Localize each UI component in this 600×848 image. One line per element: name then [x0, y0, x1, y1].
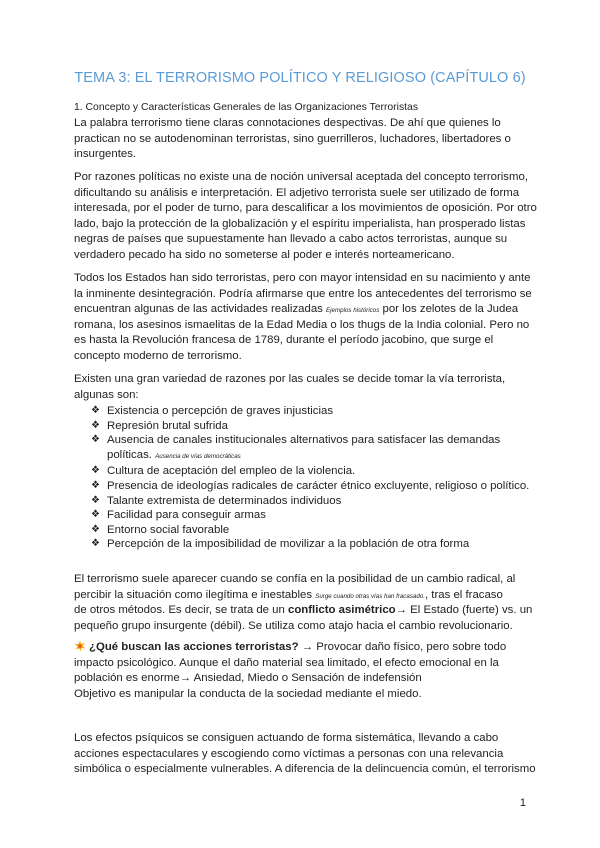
inline-text: por los zelotes de la Judea: [382, 303, 519, 316]
diamond-bullet-icon: ❖: [91, 465, 100, 477]
paragraph-line: Objetivo es manipular la conducta de la sociedad mediante el miedo.: [74, 687, 422, 700]
diamond-bullet-icon: ❖: [91, 523, 100, 535]
paragraph-line: algunas son:: [74, 388, 139, 401]
list-item: ❖ Presencia de ideologías radicales de carácter étnico excluyente, religioso o político.: [91, 479, 530, 492]
bold-question: ¿Qué buscan las acciones terroristas?: [89, 641, 299, 653]
side-note: Surge cuando otras vías han fracasado.: [315, 592, 425, 600]
inline-text: percibir la situación como ilegítima e inestables: [74, 588, 313, 601]
paragraph-line: [74, 588, 534, 604]
paragraph-line: Los efectos psíquicos se consiguen actuando de forma sistemática, llevando a cabo: [74, 732, 499, 744]
paragraph-line: [74, 302, 534, 318]
paragraph-6: [74, 640, 534, 702]
reasons-list: [91, 404, 531, 552]
paragraph-line: dificultando su análisis e interpretación. El adjetivo terrorista suele ser utilizado de forma: [74, 186, 520, 199]
bold-term: conflicto asimétrico: [288, 604, 396, 617]
diamond-bullet-icon: ❖: [91, 479, 100, 491]
paragraph-line: practican no se autodenominan terroristas, sino guerrilleros, luchadores, libertadores o: [74, 132, 511, 145]
diamond-bullet-icon: ❖: [91, 405, 100, 416]
list-item: ❖ Percepción de la imposibilidad de movilizar a la población de otra forma: [91, 538, 470, 551]
inline-text: políticas.: [107, 448, 152, 461]
paragraph-line: El terrorismo suele aparecer cuando se confía en la posibilidad de un cambio radical, al: [74, 573, 516, 585]
page-number: 1: [519, 797, 526, 809]
section-heading: 1. Concepto y Características Generales de las Organizaciones Terroristas: [74, 102, 419, 113]
list-item: ❖ Cultura de aceptación del empleo de la violencia.: [91, 465, 356, 478]
inline-text: , tras el fracaso: [424, 588, 503, 601]
paragraph-5: [74, 572, 534, 634]
side-note: Ejemplos históricos: [326, 307, 380, 315]
paragraph-2: [74, 170, 537, 264]
list-item: ❖ Ausencia de canales institucionales alternativos para satisfacer las demandas políticas. Ausencia de vías democráticas: [91, 434, 501, 461]
side-note: Ausencia de vías democráticas: [155, 452, 241, 460]
paragraph-line: la inminente desintegración. Podría afirmarse que entre los antecedentes del terrorismo se: [74, 287, 532, 300]
paragraph-line: acciones espectaculares y escogiendo como víctimas a personas con una relevancia: [74, 747, 504, 760]
paragraph-line: [74, 603, 534, 619]
list-item: ❖ Talante extremista de determinados individuos: [91, 494, 342, 507]
paragraph-line: población es enorme→ Ansiedad, Miedo o Sensación de indefensión: [74, 672, 422, 685]
paragraph-line: insurgentes.: [74, 148, 137, 161]
list-item: ❖ Existencia o percepción de graves injusticias: [91, 405, 334, 417]
inline-text: de otros métodos. Es decir, se trata de un: [74, 604, 285, 617]
paragraph-line: impacto psicológico. Aunque el daño material sea limitado, el efecto emocional en la: [74, 656, 499, 669]
paragraph-line: pequeño grupo insurgente (débil). Se utiliza como atajo hacia el cambio revolucionario.: [74, 619, 513, 632]
paragraph-line: es hasta la Revolución francesa de 1789, durante el período jacobino, que surge el: [74, 334, 494, 347]
list-item: ❖ Represión brutal sufrida: [91, 419, 228, 432]
collision-icon: [74, 640, 86, 652]
paragraph-line: La palabra terrorismo tiene claras connotaciones despectivas. De ahí que quienes lo: [74, 117, 501, 129]
paragraph-7: [74, 731, 534, 778]
paragraph-line: interesada, por el poder de turno, para descalificar a los movimientos de oposición. Por otro: [74, 202, 537, 215]
paragraph-line: lado, bajo la protección de la globalización y el espíritu imperialista, han prosperado listas: [74, 217, 526, 230]
paragraph-line: Todos los Estados han sido terroristas, pero con mayor intensidad en su nacimiento y ante: [74, 272, 531, 284]
paragraph-1: [74, 116, 534, 163]
list-item: ❖ Entorno social favorable: [91, 523, 230, 536]
paragraph-line: [74, 640, 534, 656]
diamond-bullet-icon: ❖: [91, 494, 100, 506]
paragraph-line: Por razones políticas no existe una de noción universal aceptada del concepto terrorismo,: [74, 171, 528, 183]
diamond-bullet-icon: ❖: [91, 509, 100, 521]
diamond-bullet-icon: ❖: [91, 538, 100, 550]
inline-text: encuentran algunas de las actividades realizadas: [74, 303, 323, 316]
page-title: TEMA 3: EL TERRORISMO POLÍTICO Y RELIGIOSO (CAPÍTULO 6): [74, 70, 526, 86]
inline-text: → El Estado (fuerte) vs. un: [395, 604, 533, 617]
list-item: ❖ Facilidad para conseguir armas: [91, 509, 266, 522]
diamond-bullet-icon: ❖: [91, 419, 100, 431]
paragraph-line: romana, los asesinos ismaelitas de la Edad Media o los thugs de la India colonial. Pero no: [74, 318, 530, 331]
paragraph-line: negras de países que supuestamente han llevado a cabo actos terroristas, aunque su: [74, 233, 508, 246]
inline-text: → Provocar daño físico, pero sobre todo: [298, 641, 507, 653]
paragraph-line: simbólica o especialmente vulnerables. A diferencia de la delincuencia común, el terrorismo: [74, 763, 536, 776]
paragraph-line: verdadero pecado ha sido no someterse al poder e interés norteamericano.: [74, 248, 455, 261]
diamond-bullet-icon: ❖: [91, 434, 100, 446]
paragraph-line: Existen una gran variedad de razones por las cuales se decide tomar la vía terrorista,: [74, 373, 506, 385]
paragraph-line: concepto moderno de terrorismo.: [74, 349, 242, 362]
paragraph-4: [74, 372, 534, 403]
paragraph-3: [74, 271, 534, 365]
